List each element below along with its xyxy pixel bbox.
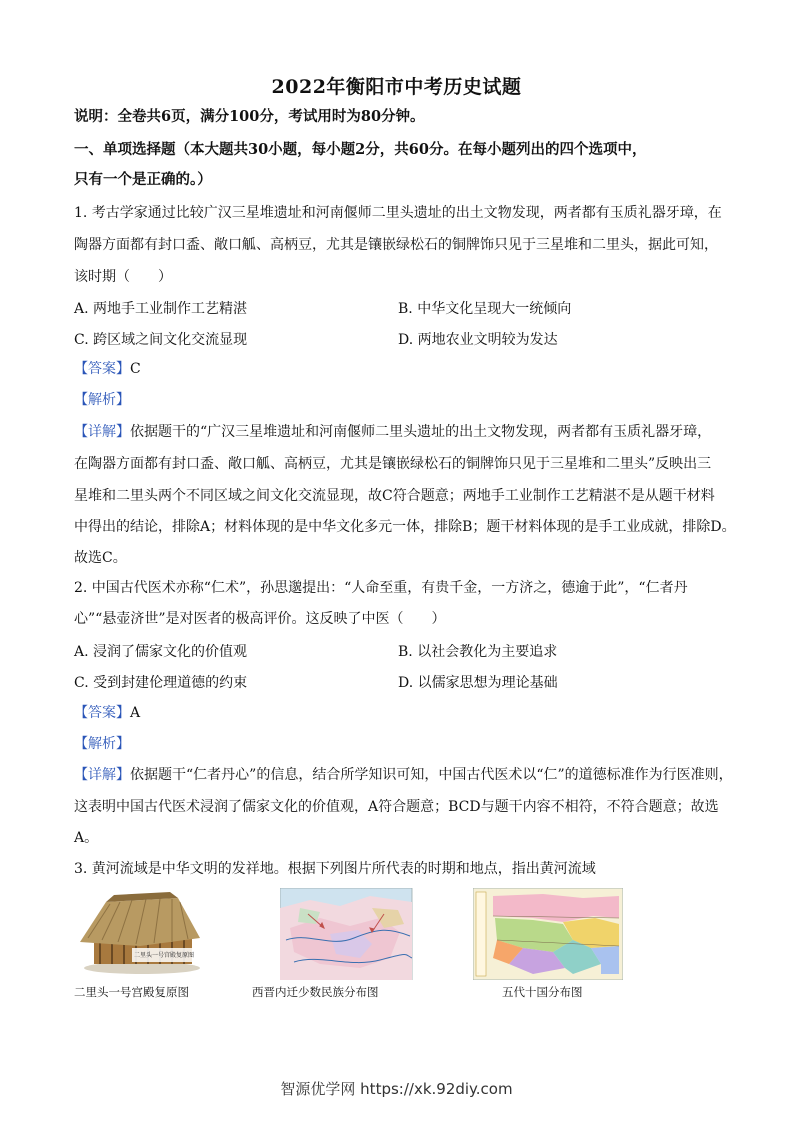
q2-detail-line-2: 这表明中国古代医术浸润了儒家文化的价值观，A符合题意；BCD与题干内容不相符，不符合题意；故选 bbox=[74, 799, 719, 815]
q1-stem-line-1: 1. 考古学家通过比较广汉三星堆遗址和河南偃师二里头遗址的出土文物发现，两者都有玉质礼器牙璋，在 bbox=[74, 205, 722, 221]
q2-answer-value: A bbox=[130, 705, 141, 721]
q2-stem-line-2: 心”“悬壶济世”是对医者的极高评价。这反映了中医（ ） bbox=[74, 611, 446, 627]
q1-detail-line-1: 【详解】依据题干的“广汉三星堆遗址和河南偃师二里头遗址的出土文物发现，两者都有玉质礼器牙璋， bbox=[74, 424, 712, 440]
q3-stem: 3. 黄河流域是中华文明的发祥地。根据下列图片所代表的时期和地点，指出黄河流域 bbox=[74, 861, 596, 877]
q2-option-a: A. 浸润了儒家文化的价值观 bbox=[74, 644, 248, 660]
q2-detail-line-1: 【详解】依据题干“仁者丹心”的信息，结合所学知识可知，中国古代医术以“仁”的道德标准作为行医准则， bbox=[74, 767, 733, 783]
section-heading-line-1: 一、单项选择题（本大题共30小题，每小题2分，共60分。在每小题列出的四个选项中， bbox=[74, 141, 647, 158]
q2-stem-line-1: 2. 中国古代医术亦称“仁术”，孙思邈提出：“人命至重，有贵千金，一方济之，德逾于此”，“仁者丹 bbox=[74, 580, 688, 596]
page-footer-watermark: 智源优学网 https://xk.92diy.com bbox=[280, 1080, 513, 1098]
q1-stem-line-2: 陶器方面都有封口盉、敞口觚、高柄豆，尤其是镶嵌绿松石的铜牌饰只见于三星堆和二里头，据此可知， bbox=[74, 237, 718, 253]
q2-analysis-tag: 【解析】 bbox=[74, 736, 130, 752]
q2-detail-tag: 【详解】 bbox=[74, 767, 130, 783]
q2-option-d: D. 以儒家思想为理论基础 bbox=[398, 675, 558, 691]
exam-note: 说明：全卷共6页，满分100分，考试用时为80分钟。 bbox=[74, 108, 425, 125]
page-title: 2022年衡阳市中考历史试题 bbox=[271, 76, 522, 98]
wudai-map-image bbox=[473, 888, 623, 980]
q1-detail-line-4: 中得出的结论，排除A；材料体现的是中华文化多元一体，排除B；题干材料体现的是手工业成就，排除D。 bbox=[74, 519, 736, 535]
q1-stem-line-3: 该时期（ ） bbox=[74, 269, 172, 285]
caption-palace: 二里头一号宫殿复原图 bbox=[74, 985, 189, 999]
section-heading-line-2: 只有一个是正确的。） bbox=[74, 171, 212, 188]
q2-option-b: B. 以社会教化为主要追求 bbox=[398, 644, 558, 660]
q2-answer bbox=[74, 704, 724, 722]
palace-inner-label: 二里头一号宫殿复原图 bbox=[134, 952, 195, 959]
q1-answer-tag: 【答案】 bbox=[74, 361, 130, 377]
q1-detail-line-5: 故选C。 bbox=[74, 550, 127, 566]
xijin-map-image bbox=[280, 888, 440, 980]
q1-option-a: A. 两地手工业制作工艺精湛 bbox=[74, 301, 248, 317]
q1-answer-value: C bbox=[130, 361, 141, 377]
q1-option-c: C. 跨区域之间文化交流显现 bbox=[74, 332, 248, 348]
caption-wudai-map: 五代十国分布图 bbox=[502, 985, 583, 999]
q2-option-c: C. 受到封建伦理道德的约束 bbox=[74, 675, 248, 691]
q1-detail-line-2: 在陶器方面都有封口盉、敞口觚、高柄豆，尤其是镶嵌绿松石的铜牌饰只见于三星堆和二里头”反映出三 bbox=[74, 456, 712, 472]
q1-analysis-tag: 【解析】 bbox=[74, 392, 130, 408]
q2-detail-line-3: A。 bbox=[74, 830, 99, 846]
q1-option-b: B. 中华文化呈现大一统倾向 bbox=[398, 301, 572, 317]
q1-detail-line-3: 星堆和二里头两个不同区域之间文化交流显现，故C符合题意；两地手工业制作工艺精湛不是从题干材料 bbox=[74, 488, 715, 504]
caption-xijin-map: 西晋内迁少数民族分布图 bbox=[252, 985, 379, 999]
q3-figure-palace bbox=[74, 888, 204, 1003]
q1-detail-tag: 【详解】 bbox=[74, 424, 130, 440]
q1-option-d: D. 两地农业文明较为发达 bbox=[398, 332, 558, 348]
q3-figure-wudai-map bbox=[473, 888, 613, 1003]
q1-answer bbox=[74, 360, 724, 378]
palace-reconstruction-image bbox=[74, 888, 204, 980]
q2-answer-tag: 【答案】 bbox=[74, 705, 130, 721]
q3-figure-xijin-map bbox=[252, 888, 412, 1003]
